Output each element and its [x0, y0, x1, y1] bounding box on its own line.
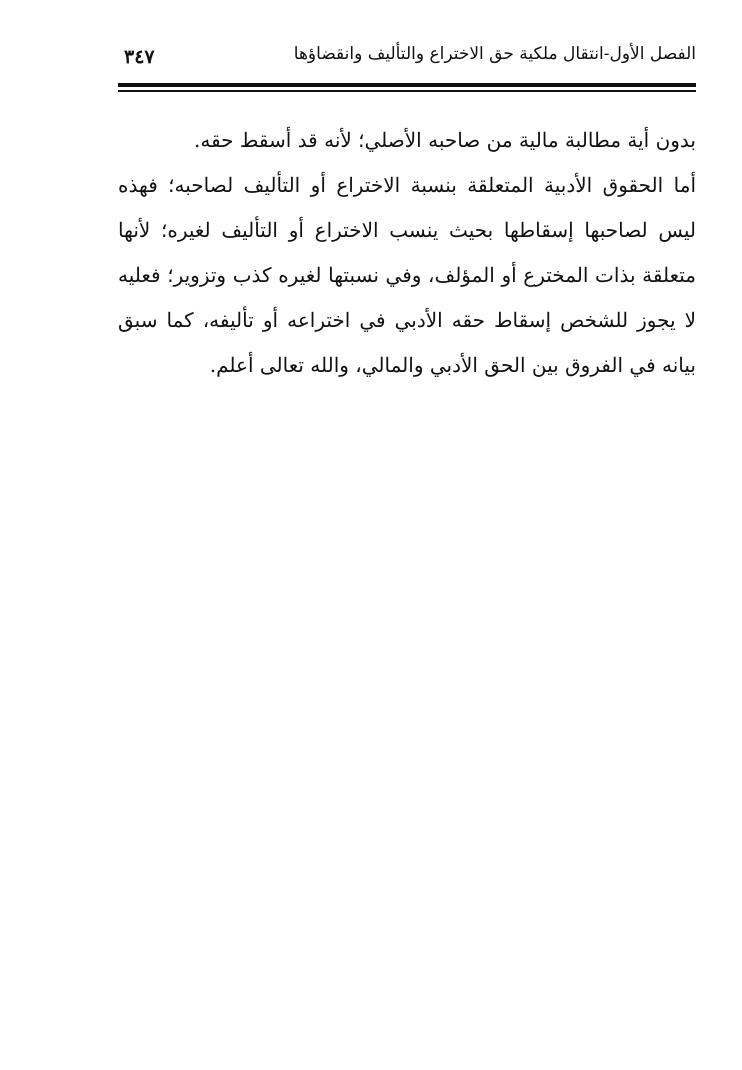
running-title: الفصل الأول-انتقال ملكية حق الاختراع والتأليف وانقضاؤها — [293, 44, 696, 64]
paragraph: بدون أية مطالبة مالية من صاحبه الأصلي؛ لأنه قد أسقط حقه. — [193, 128, 696, 152]
page-header — [118, 38, 696, 78]
page-number: ٣٤٧ — [124, 46, 155, 68]
header-rule-thin — [118, 90, 696, 92]
header-rule-thick — [118, 83, 696, 87]
paragraph: أما الحقوق الأدبية المتعلقة بنسبة الاختراع أو التأليف لصاحبه؛ فهذه ليس لصاحبها إسقاطها بحيث ينسب الاختراع أو التأليف لغيره؛ لأنها متعلقة بذات المخترع أو المؤلف، وفي نسبتها لغيره كذب وتزوير؛ فعليه لا يجوز للشخص إسقاط حقه الأدبي في اختراعه أو تأليفه، كما سبق بيانه في الفروق بين الحق الأدبي والمالي، والله تعالى أعلم. — [118, 173, 696, 377]
body-text — [118, 118, 696, 388]
